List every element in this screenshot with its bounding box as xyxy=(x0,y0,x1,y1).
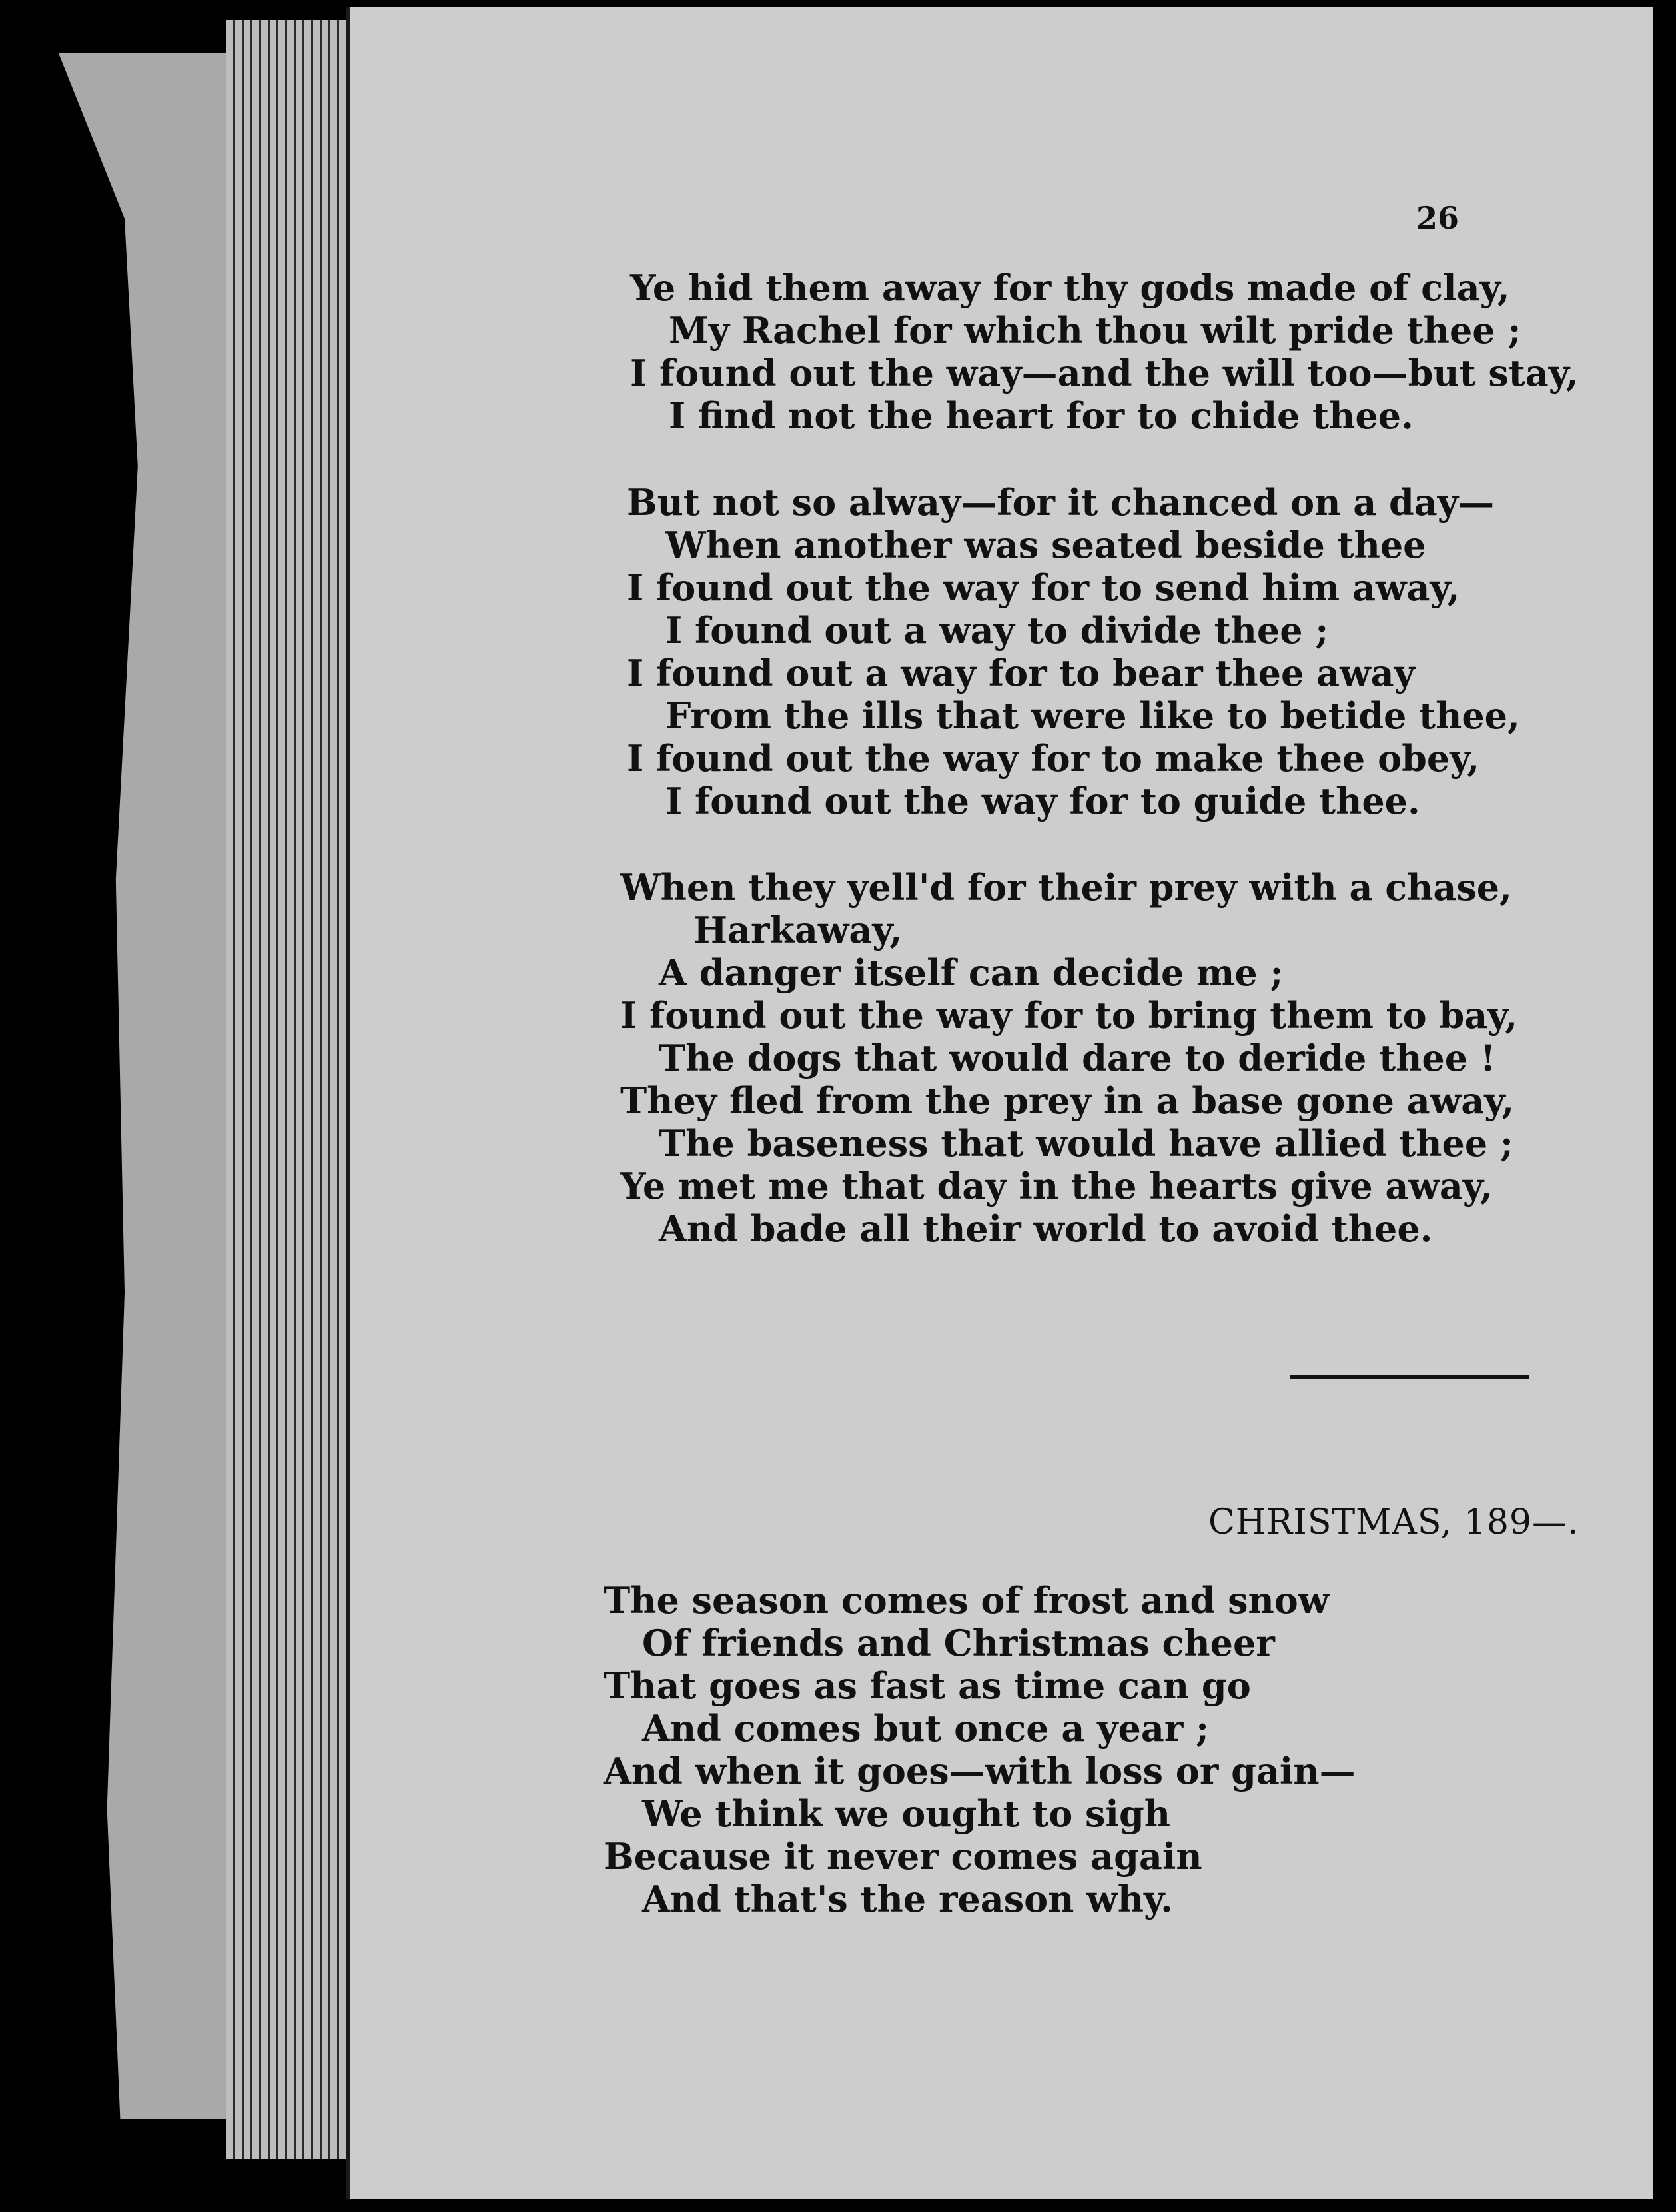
poem-line: And bade all their world to avoid thee. xyxy=(659,1207,1433,1250)
poem1-stanza-2 xyxy=(627,481,1520,822)
poem-line: I find not the heart for to chide thee. xyxy=(669,394,1414,437)
poem-line: I found out the way for to send him away, xyxy=(627,566,1460,609)
poem1-stanza-3 xyxy=(620,866,1517,1250)
poem-line: I found out the way—and the will too—but stay, xyxy=(630,352,1579,394)
poem-line: From the ills that were like to betide thee, xyxy=(665,694,1520,737)
poem2-stanza xyxy=(604,1579,1356,1920)
poem-line: I found out a way for to bear thee away xyxy=(627,652,1416,694)
page-number: 26 xyxy=(1416,200,1460,236)
book-page xyxy=(346,7,1653,2199)
poem-line: My Rachel for which thou wilt pride thee ; xyxy=(669,309,1521,352)
poem2-title: CHRISTMAS, 189—. xyxy=(1208,1502,1579,1542)
poem-line: Of friends and Christmas cheer xyxy=(642,1622,1275,1664)
poem1-stanza-1 xyxy=(630,267,1579,437)
poem-line: And that's the reason why. xyxy=(642,1878,1173,1920)
section-divider xyxy=(1290,1375,1529,1379)
poem-line: I found out the way for to make thee obey, xyxy=(627,737,1480,780)
poem-line: We think we ought to sigh xyxy=(642,1792,1170,1835)
poem-line: That goes as fast as time can go xyxy=(604,1664,1251,1707)
page-stack-edges xyxy=(226,20,353,2159)
poem-line: I found out a way to divide thee ; xyxy=(665,609,1329,652)
poem-line: The season comes of frost and snow xyxy=(604,1579,1330,1622)
poem-line: Harkaway, xyxy=(693,909,903,951)
poem-line: The dogs that would dare to deride thee ! xyxy=(659,1037,1496,1079)
poem-line: Ye met me that day in the hearts give away, xyxy=(620,1165,1493,1207)
poem-line: Ye hid them away for thy gods made of clay, xyxy=(630,267,1510,309)
poem-line: When another was seated beside thee xyxy=(665,524,1426,566)
poem-line: And comes but once a year ; xyxy=(642,1707,1210,1750)
poem-line: I found out the way for to guide thee. xyxy=(665,780,1420,822)
poem-line: And when it goes—with loss or gain— xyxy=(604,1750,1356,1792)
poem-line: I found out the way for to bring them to bay, xyxy=(620,994,1518,1037)
poem-line: Because it never comes again xyxy=(604,1835,1202,1878)
poem-line: They fled from the prey in a base gone away, xyxy=(620,1079,1515,1122)
poem-line: A danger itself can decide me ; xyxy=(659,951,1284,994)
poem-line: But not so alway—for it chanced on a day— xyxy=(627,481,1495,524)
poem-line: The baseness that would have allied thee ; xyxy=(659,1122,1513,1165)
poem-line: When they yell'd for their prey with a chase, xyxy=(620,866,1512,909)
